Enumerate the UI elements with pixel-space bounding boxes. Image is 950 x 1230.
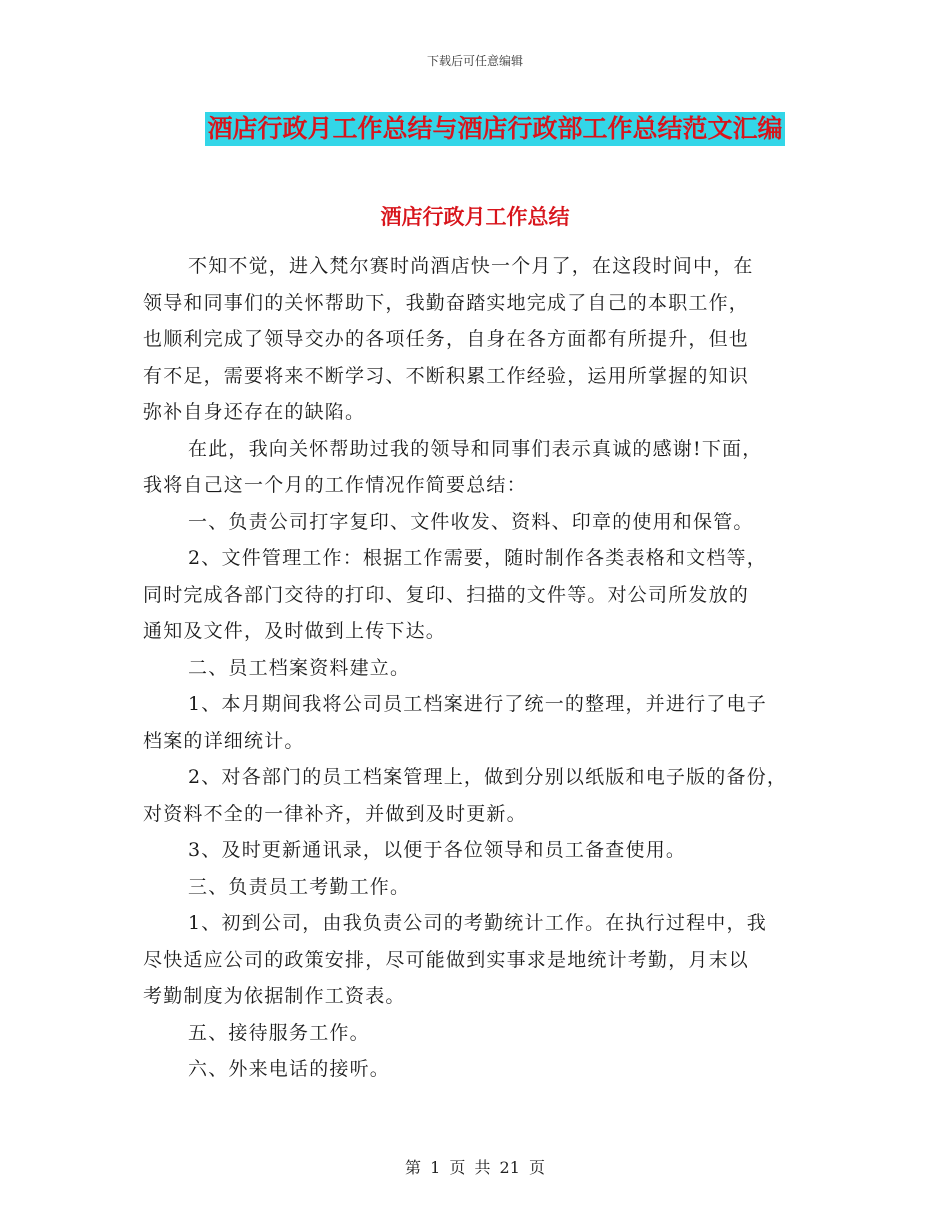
body-text-line: 档案的详细统计。 — [143, 729, 305, 752]
page-header-note: 下载后可任意编辑 — [426, 54, 523, 68]
body-text-line: 弥补自身还存在的缺陷。 — [143, 401, 366, 423]
document-main-title: 酒店行政月工作总结与酒店行政部工作总结范文汇编 — [205, 112, 784, 146]
section-title: 酒店行政月工作总结 — [380, 204, 570, 229]
body-text-line: 也顺利完成了领导交办的各项任务，自身在各方面都有所提升，但也 — [143, 328, 750, 350]
body-text-line: 3、及时更新通讯录，以便于各位领导和员工备查使用。 — [188, 839, 687, 861]
body-text-line: 三、负责员工考勤工作。 — [188, 875, 411, 898]
body-text-line: 2、文件管理工作：根据工作需要，随时制作各类表格和文档等， — [188, 547, 767, 569]
page-number-footer: 第 1 页 共 21 页 — [405, 1158, 545, 1177]
document-body — [143, 248, 823, 1088]
body-text-line: 1、初到公司，由我负责公司的考勤统计工作。在执行过程中，我 — [188, 912, 767, 934]
body-text-line: 有不足，需要将来不断学习、不断积累工作经验，运用所掌握的知识 — [143, 364, 750, 387]
body-text-line: 二、员工档案资料建立。 — [188, 656, 411, 679]
body-text-line: 对资料不全的一律补齐，并做到及时更新。 — [143, 802, 527, 825]
body-text-line: 我将自己这一个月的工作情况作简要总结： — [143, 474, 527, 496]
body-text-line: 考勤制度为依据制作工资表。 — [143, 985, 406, 1007]
body-text-line: 通知及文件，及时做到上传下达。 — [143, 620, 447, 642]
body-text-line: 一、负责公司打字复印、文件收发、资料、印章的使用和保管。 — [188, 510, 754, 533]
body-text-line: 不知不觉，进入梵尔赛时尚酒店快一个月了，在这段时间中，在 — [188, 255, 754, 277]
body-text-line: 领导和同事们的关怀帮助下，我勤奋踏实地完成了自己的本职工作， — [143, 291, 750, 314]
main-title-container — [0, 112, 950, 146]
body-text-line: 在此，我向关怀帮助过我的领导和同事们表示真诚的感谢!下面， — [188, 437, 763, 460]
body-text-line: 同时完成各部门交待的打印、复印、扫描的文件等。对公司所发放的 — [143, 583, 750, 606]
body-text-line: 六、外来电话的接听。 — [188, 1058, 391, 1080]
body-text-line: 五、接待服务工作。 — [188, 1021, 370, 1044]
body-text-line: 1、本月期间我将公司员工档案进行了统一的整理，并进行了电子 — [188, 693, 767, 715]
body-text-line: 2、对各部门的员工档案管理上，做到分别以纸版和电子版的备份， — [188, 766, 788, 788]
body-text-line: 尽快适应公司的政策安排，尽可能做到实事求是地统计考勤，月末以 — [143, 948, 750, 971]
